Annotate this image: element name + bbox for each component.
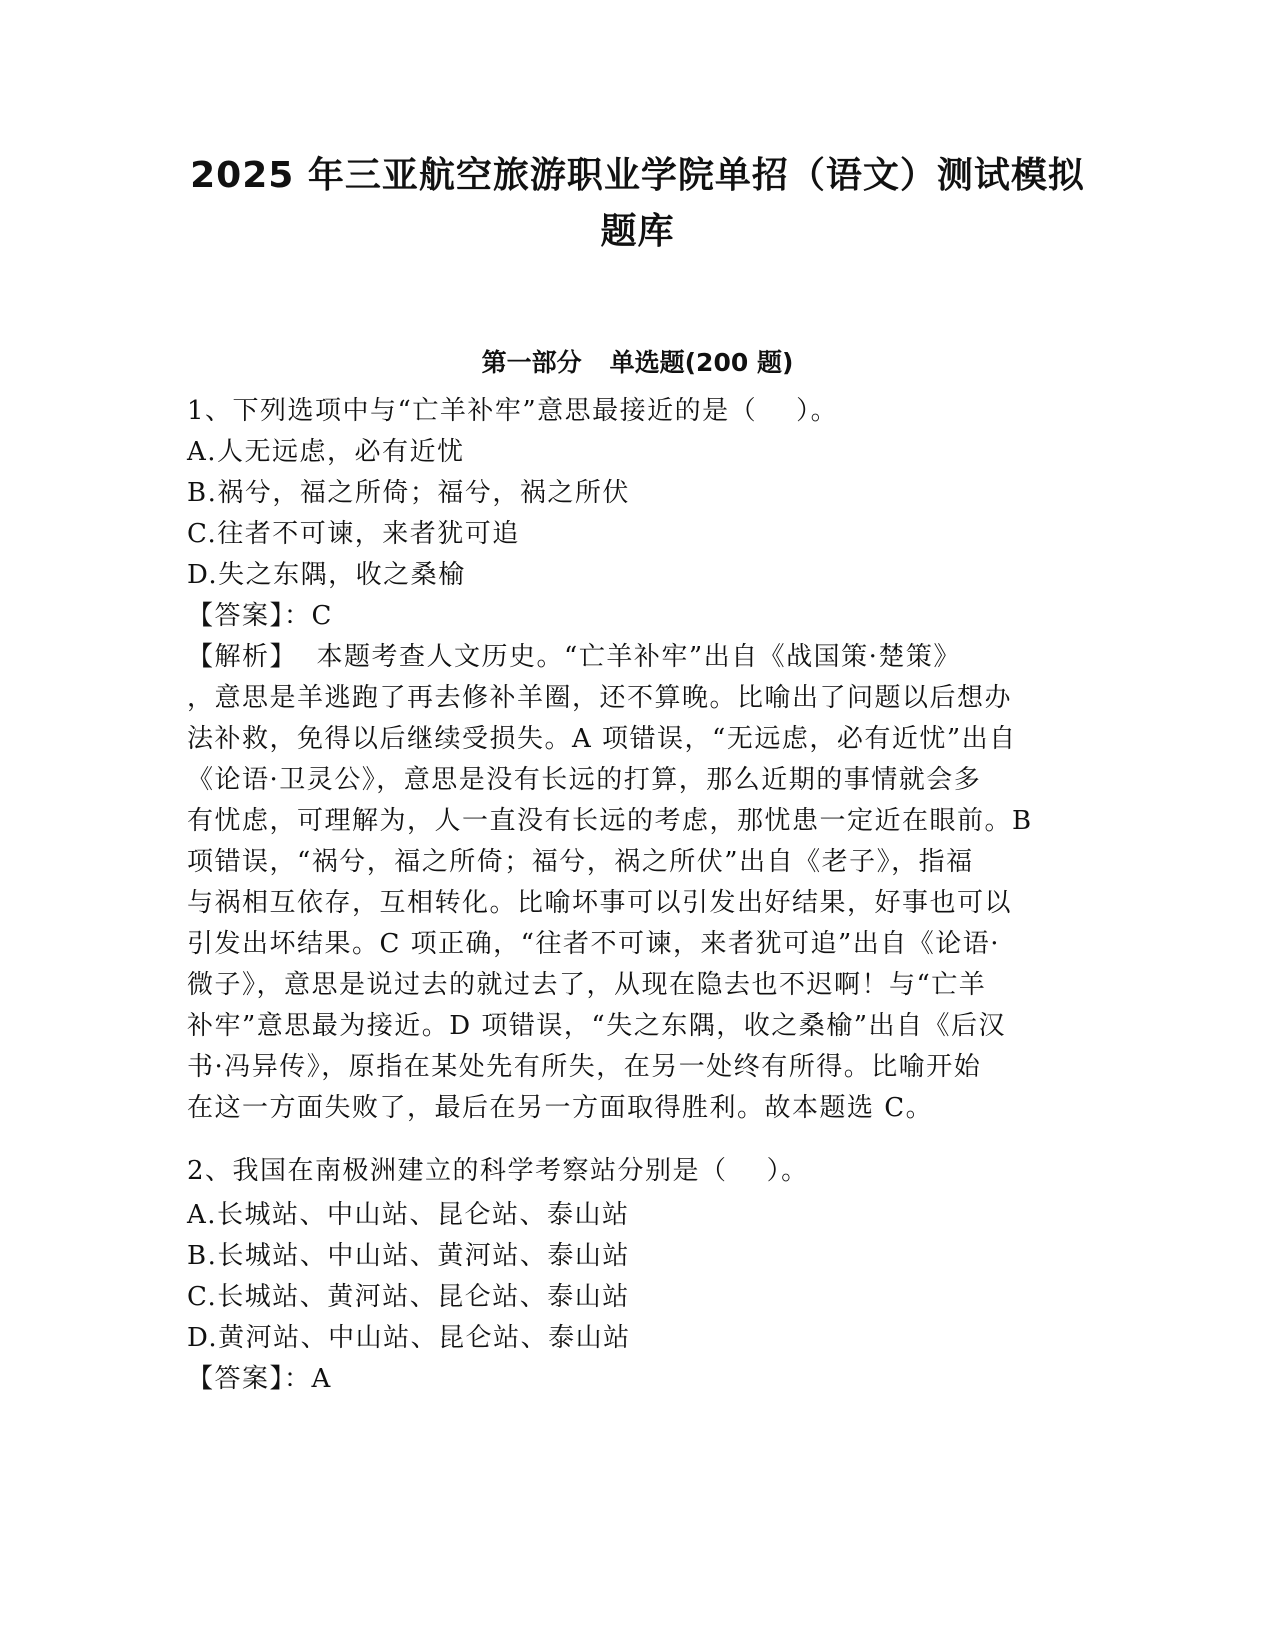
answer-label: 【答案】	[187, 601, 285, 631]
question-1-analysis-line-12: 在这一方面失败了，最后在另一方面取得胜利。故本题选 C。	[187, 1093, 934, 1123]
question-2-option-c: C.长城站、黄河站、昆仑站、泰山站	[187, 1282, 630, 1312]
question-1-analysis-line-1	[187, 639, 961, 675]
question-1-option-c: C.往者不可谏，来者犹可追	[187, 519, 520, 549]
question-1-analysis-line-6: 项错误，“祸兮，福之所倚；福兮，祸之所伏”出自《老子》，指福	[187, 847, 974, 877]
question-1-analysis-line-9: 微子》，意思是说过去的就过去了，从现在隐去也不迟啊！与“亡羊	[187, 970, 987, 1000]
question-2-stem: 2、我国在南极洲建立的科学考察站分别是（ ）。	[187, 1156, 809, 1186]
question-1-option-a: A.人无远虑，必有近忧	[187, 437, 465, 467]
question-1-option-b: B.祸兮，福之所倚；福兮，祸之所伏	[187, 478, 630, 508]
document-title-line-1: 2025 年三亚航空旅游职业学院单招（语文）测试模拟	[190, 155, 1085, 196]
question-1-analysis-line-3: 法补救，免得以后继续受损失。A 项错误，“无远虑，必有近忧”出自	[187, 724, 1017, 754]
question-1-analysis-line-8: 引发出坏结果。C 项正确，“往者不可谏，来者犹可追”出自《论语·	[187, 929, 1001, 959]
analysis-text: 本题考查人文历史。“亡羊补牢”出自《战国策·楚策》	[297, 642, 961, 672]
question-1-analysis-line-4: 《论语·卫灵公》，意思是没有长远的打算，那么近期的事情就会多	[187, 765, 982, 795]
section-part-label: 第一部分	[481, 348, 582, 377]
question-1-analysis-line-11: 书·冯异传》，原指在某处先有所失，在另一处终有所得。比喻开始	[187, 1052, 982, 1082]
question-1-analysis-line-2: ，意思是羊逃跑了再去修补羊圈，还不算晚。比喻出了问题以后想办	[187, 683, 1013, 713]
question-1-option-d: D.失之东隅，收之桑榆	[187, 560, 466, 590]
question-2-option-a: A.长城站、中山站、昆仑站、泰山站	[187, 1200, 630, 1230]
section-heading-text: 单选题(200 题)	[609, 348, 794, 377]
document-title	[180, 148, 1095, 260]
question-2-answer	[187, 1361, 332, 1397]
question-1-stem: 1、下列选项中与“亡羊补牢”意思最接近的是（ ）。	[187, 396, 839, 426]
question-1-answer	[187, 598, 333, 634]
document-title-line-2: 题库	[600, 211, 675, 252]
answer-value: ：C	[284, 601, 333, 631]
answer-value: ：A	[284, 1364, 332, 1394]
question-2-option-d: D.黄河站、中山站、昆仑站、泰山站	[187, 1323, 631, 1353]
section-heading	[180, 346, 1095, 380]
question-1-analysis-line-5: 有忧虑，可理解为，人一直没有长远的考虑，那忧患一定近在眼前。B	[187, 806, 1033, 836]
analysis-label: 【解析】	[187, 642, 298, 672]
answer-label: 【答案】	[187, 1364, 285, 1394]
question-1-analysis-line-10: 补牢”意思最为接近。D 项错误，“失之东隅，收之桑榆”出自《后汉	[187, 1011, 1006, 1041]
question-2-option-b: B.长城站、中山站、黄河站、泰山站	[187, 1241, 630, 1271]
question-1-analysis-line-7: 与祸相互依存，互相转化。比喻坏事可以引发出好结果，好事也可以	[187, 888, 1013, 918]
